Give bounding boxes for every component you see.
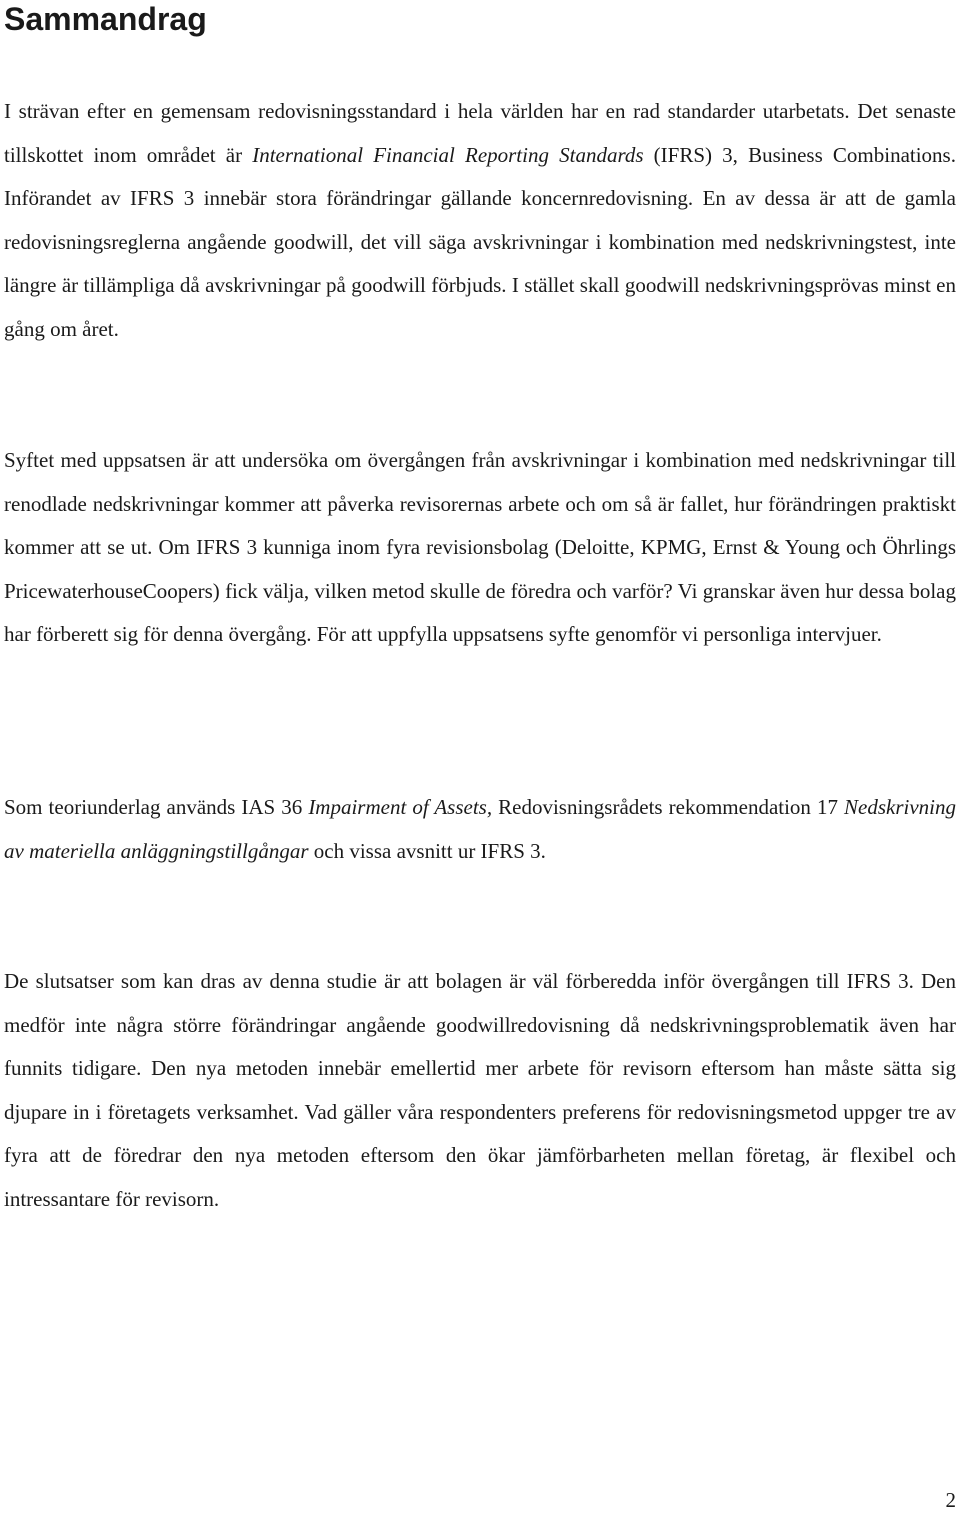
paragraph-2 [4,439,956,657]
paragraph-3 [4,786,956,873]
page-title: Sammandrag [4,1,207,37]
text-run: Syftet med uppsatsen är att undersöka om övergången från avskrivningar i kombination med nedskrivningar till renodlade nedskrivningar kommer att påverka revisorernas arbete och om så är fallet, hur förändringen praktiskt kommer att se ut. Om IFRS 3 kunniga inom fyra revisionsbolag (Deloitte, KPMG, Ernst & Young och Öhrlings PricewaterhouseCoopers) fick välja, vilken metod skulle de föredra och varför? Vi granskar även hur dessa bolag har förberett sig för denna övergång. För att uppfylla uppsatsens syfte genomför vi personliga intervjuer. [4,448,956,647]
text-run: De slutsatser som kan dras av denna studie är att bolagen är väl förberedda inför övergången till IFRS 3. Den medför inte några större förändringar angående goodwillredovisning då nedskrivningsproblematik även har funnits tidigare. Den nya metoden innebär emellertid mer arbete för revisorn eftersom han måste sätta sig djupare in i företagets verksamhet. Vad gäller våra respondenters preferens för redovisningsmetod uppger tre av fyra att de föredrar den nya metoden eftersom den ökar jämförbarheten mellan företag, är flexibel och intressantare för revisorn. [4,969,956,1211]
text-run: Redovisningsrådets rekommendation 17 [492,795,845,819]
text-run-italic: Impairment of Assets, [308,795,493,819]
text-run-italic: Nedskrivning av materiella anläggningstillgångar [4,795,956,863]
text-run-italic: International Financial Reporting Standards [252,142,644,167]
text-run: (IFRS) 3, Business Combinations. Införandet av IFRS 3 innebär stora förändringar gällande koncernredovisning. En av dessa är att de gamla redovisningsreglerna angående goodwill, det vill säga avskrivningar i kombination med nedskrivningstest, inte längre är tillämpliga då avskrivningar på goodwill förbjuds. I stället skall goodwill nedskrivningsprövas minst en gång om året. [4,142,956,341]
text-run: och vissa avsnitt ur IFRS 3. [308,838,546,863]
paragraph-1 [4,90,956,352]
text-run: I strävan efter en gemensam redovisningsstandard i hela världen har en rad standarder utarbetats. Det senaste tillskottet inom området är [4,99,956,167]
paragraph-4 [4,960,956,1222]
text-run: Som teoriunderlag används IAS 36 [4,795,309,819]
page-number: 2 [945,1488,956,1512]
